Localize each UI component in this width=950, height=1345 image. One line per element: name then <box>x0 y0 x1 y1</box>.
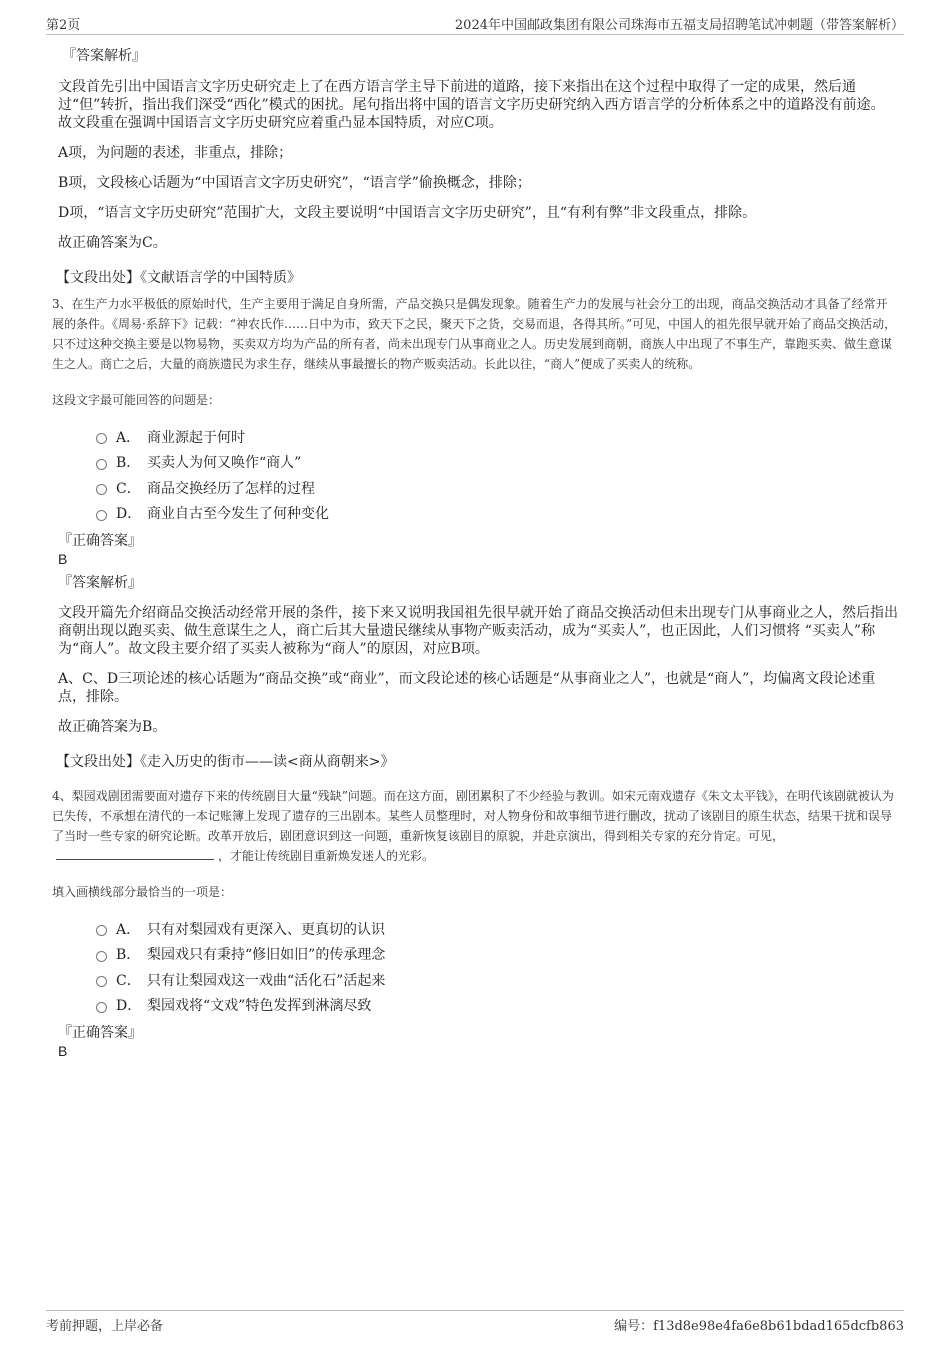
q4-answer: B <box>58 1043 68 1059</box>
q3-analysis-para-3: 故正确答案为B。 <box>58 719 167 735</box>
option-text: 商品交换经历了怎样的过程 <box>147 480 315 497</box>
q3-analysis-para-2: A、C、D三项论述的核心话题为“商品交换”或“商业”，而文段论述的核心话题是“从事商业之人”，也就是“商人”，均偏离文段论述重点，排除。 <box>58 671 876 705</box>
q3-option-b[interactable] <box>96 450 898 476</box>
q2-analysis-para-4: D项，“语言文字历史研究”范围扩大，文段主要说明“中国语言文字历史研究”，且“有利有弊”非文段重点，排除。 <box>58 205 757 221</box>
document-id: 编号：f13d8e98e4fa6e8b61bdad165dcfb863 <box>614 1319 904 1334</box>
option-letter: D． <box>116 998 142 1015</box>
radio-button[interactable] <box>96 510 107 521</box>
option-letter: B． <box>116 455 141 472</box>
option-text: 商业源起于何时 <box>147 429 245 446</box>
option-letter: B． <box>116 947 141 964</box>
q3-text: 3、在生产力水平极低的原始时代，生产主要用于满足自身所需，产品交换只是偶发现象。随着生产力的发展与社会分工的出现，商品交换活动才具备了经常开展的条件。《周易·系辞下》记载：“神农氏作……日中为市，致天下之民，聚天下之货，交易而退，各得其所。”可见，中国人的祖先很早就开始了商品交换活动，只不过这种交换主要是以物易物，买卖双方均为产品的所有者，尚未出现专门从事商业之人。历史发展到商朝，商族人中出现了不事生产，靠跑买卖、做生意谋生之人。商亡之后，大量的商族遗民为求生存，继续从事最擅长的物产贩卖活动。长此以往，“商人”便成了买卖人的统称。 <box>52 297 897 371</box>
option-letter: A． <box>116 921 141 938</box>
document-title: 2024年中国邮政集团有限公司珠海市五福支局招聘笔试冲刺题（带答案解析） <box>454 18 904 33</box>
radio-button[interactable] <box>96 1002 107 1013</box>
page-footer <box>46 1310 904 1335</box>
q3-answer: B <box>58 551 68 567</box>
footer-slogan: 考前押题，上岸必备 <box>46 1319 164 1334</box>
q3-option-c[interactable] <box>96 475 898 501</box>
q3-options <box>96 424 898 526</box>
q2-source: 【文段出处】《文献语言学的中国特质》 <box>56 270 301 286</box>
fill-in-blank <box>56 849 214 860</box>
q4-option-b[interactable] <box>96 942 898 968</box>
radio-button[interactable] <box>96 925 107 936</box>
q2-analysis <box>56 46 898 288</box>
radio-button[interactable] <box>96 484 107 495</box>
page-number: 第2页 <box>46 18 81 33</box>
q3-analysis-label: 『答案解析』 <box>58 575 142 591</box>
q2-analysis-para-5: 故正确答案为C。 <box>58 235 167 251</box>
option-letter: C． <box>116 480 141 497</box>
page-header <box>46 12 904 35</box>
option-letter: C． <box>116 972 141 989</box>
q4-options <box>96 916 898 1018</box>
q2-analysis-para-1: 文段首先引出中国语言文字历史研究走上了在西方语言学主导下前进的道路，接下来指出在这个过程中取得了一定的成果，然后通过“但”转折，指出我们深受“西化”模式的困扰。尾句指出将中国的语言文字历史研究纳入西方语言学的分析体系之中的道路没有前途。故文段重在强调中国语言文字历史研究应着重凸显本国特质，对应C项。 <box>58 79 885 131</box>
option-letter: A． <box>116 429 141 446</box>
q4-text-before: 4、梨园戏剧团需要面对遗存下来的传统剧目大量“残缺”问题。而在这方面，剧团累积了不少经验与教训。如宋元南戏遗存《朱文太平钱》，在明代该剧就被认为已失传，不承想在清代的一本记账簿上发现了遗存的三出剧本。某些人员整理时，对人物身份和故事细节进行删改，扰动了该剧目的原生状态，结果干扰和误导了当时一些专家的研究论断。改革开放后，剧团意识到这一问题，重新恢复该剧目的原貌，并赴京演出，得到相关专家的充分肯定。可见， <box>52 789 894 843</box>
q4-text-after: ，才能让传统剧目重新焕发迷人的光彩。 <box>218 849 435 863</box>
q2-analysis-para-2: A项，为问题的表述，非重点，排除； <box>58 145 293 161</box>
option-text: 买卖人为何又唤作“商人” <box>147 455 302 472</box>
radio-button[interactable] <box>96 433 107 444</box>
q3-option-a[interactable] <box>96 424 898 450</box>
radio-button[interactable] <box>96 951 107 962</box>
radio-button[interactable] <box>96 976 107 987</box>
option-text: 只有对梨园戏有更深入、更真切的认识 <box>147 921 385 938</box>
option-text: 梨园戏只有秉持“修旧如旧”的传承理念 <box>147 947 386 964</box>
q3-source: 【文段出处】《走入历史的街市——读<商从商朝来>》 <box>56 754 395 770</box>
option-text: 梨园戏将“文戏”特色发挥到淋漓尽致 <box>147 998 372 1015</box>
q4-option-a[interactable] <box>96 916 898 942</box>
q4-block <box>52 786 898 1060</box>
radio-button[interactable] <box>96 459 107 470</box>
q3-block <box>52 294 898 772</box>
q2-analysis-para-3: B项，文段核心话题为“中国语言文字历史研究”，“语言学”偷换概念，排除； <box>58 175 531 191</box>
q3-ask: 这段文字最可能回答的问题是： <box>52 393 221 407</box>
option-letter: D． <box>116 506 142 523</box>
q4-text <box>52 786 898 866</box>
q3-option-d[interactable] <box>96 501 898 527</box>
page-content <box>52 46 898 1060</box>
q4-ask: 填入画横线部分最恰当的一项是： <box>52 885 233 899</box>
q4-answer-label: 『正确答案』 <box>58 1025 142 1041</box>
q3-answer-label: 『正确答案』 <box>58 533 142 549</box>
q4-option-d[interactable] <box>96 993 898 1019</box>
q3-analysis-para-1: 文段开篇先介绍商品交换活动经常开展的条件，接下来又说明我国祖先很早就开始了商品交换活动但未出现专门从事商业之人，然后指出商朝出现以跑买卖、做生意谋生之人，商亡后其大量遗民继续从事物产贩卖活动，成为“买卖人”，也正因此，人们习惯将 “买卖人”称为“商人”。故文段主要介绍了买卖人被称为“商人”的原因，对应B项。 <box>58 605 898 657</box>
q2-analysis-label: 『答案解析』 <box>62 48 146 64</box>
q4-option-c[interactable] <box>96 967 898 993</box>
option-text: 商业自古至今发生了何种变化 <box>147 506 329 523</box>
option-text: 只有让梨园戏这一戏曲“活化石”活起来 <box>147 972 386 989</box>
